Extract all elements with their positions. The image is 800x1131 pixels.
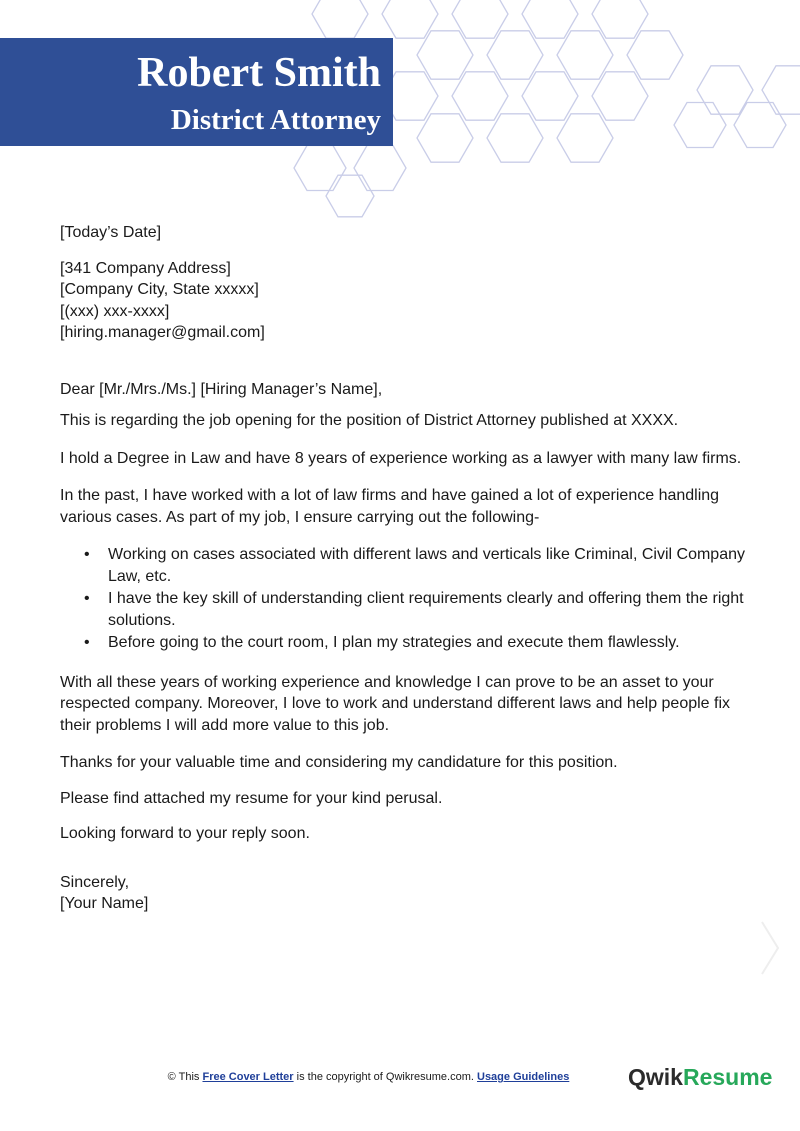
body-paragraph: Thanks for your valuable time and considering my candidature for this position. <box>60 754 618 771</box>
address-line: [hiring.manager@gmail.com] <box>60 324 265 341</box>
list-item <box>84 588 750 631</box>
hexagon-shape <box>417 114 473 162</box>
copyright-prefix: © This <box>167 1071 200 1083</box>
address-line: [Company City, State xxxxx] <box>60 281 259 298</box>
address-line: [(xxx) xxx-xxxx] <box>60 302 170 320</box>
applicant-name: Robert Smith <box>137 50 381 96</box>
hexagon-shape <box>326 175 374 217</box>
body-paragraph: Looking forward to your reply soon. <box>60 825 310 842</box>
list-item-text: Before going to the court room, I plan my strategies and execute them flawlessly. <box>108 634 680 651</box>
hexagon-shape <box>312 0 368 38</box>
copyright-text: is the copyright of Qwikresume.com. <box>296 1071 474 1083</box>
hexagon-shape <box>557 114 613 162</box>
salutation: Dear [Mr./Mrs./Ms.] [Hiring Manager’s Name], <box>60 380 383 398</box>
hexagon-shape <box>354 146 406 191</box>
list-item <box>84 544 750 587</box>
body-paragraph: In the past, I have worked with a lot of law firms and have gained a lot of experience handling various cases. As part of my job, I ensure carrying out the following- <box>60 487 720 526</box>
signature: [Your Name] <box>60 895 149 912</box>
bullet-icon: • <box>84 634 90 651</box>
list-item-text: I have the key skill of understanding client requirements clearly and offering them the right solutions. <box>108 590 744 629</box>
hexagon-shape <box>294 146 346 191</box>
hexagon-shape <box>592 0 648 38</box>
logo-text-qwik: Qwik <box>628 1064 683 1090</box>
body-paragraph: I hold a Degree in Law and have 8 years of experience working as a lawyer with many law firms. <box>60 449 742 467</box>
signoff: Sincerely, <box>60 873 130 891</box>
hexagon-shape <box>522 72 578 120</box>
letter-closing <box>60 872 750 915</box>
bullet-icon: • <box>84 546 90 563</box>
list-item <box>84 632 750 654</box>
hexagon-shape <box>697 66 753 114</box>
header-banner <box>0 38 393 146</box>
hexagon-shape <box>452 0 508 38</box>
hexagon-shape <box>382 0 438 38</box>
qwikresume-logo <box>628 1063 772 1091</box>
hexagon-shape <box>592 72 648 120</box>
usage-guidelines-link[interactable]: Usage Guidelines <box>477 1071 570 1083</box>
body-paragraph: This is regarding the job opening for the position of District Attorney published at XXXX. <box>60 412 679 429</box>
logo-text-resume: Resume <box>682 1064 773 1090</box>
body-paragraph: Please find attached my resume for your kind perusal. <box>60 789 443 807</box>
hexagon-shape <box>627 31 683 79</box>
chevron-right-icon <box>758 918 782 978</box>
hexagon-shape <box>557 31 613 79</box>
list-item-text: Working on cases associated with different laws and verticals like Criminal, Civil Company Law, etc. <box>108 546 745 585</box>
hexagon-shape <box>487 114 543 162</box>
address-line: [341 Company Address] <box>60 259 231 277</box>
body-paragraph: With all these years of working experience and knowledge I can prove to be an asset to your respected company. Moreover, I love to work and understand different laws and help people fix their problems I will add more value to this job. <box>60 673 731 734</box>
free-cover-letter-link[interactable]: Free Cover Letter <box>202 1071 294 1083</box>
hexagon-shape <box>734 103 786 148</box>
hexagon-shape <box>452 72 508 120</box>
duties-list <box>60 544 750 654</box>
hexagon-shape <box>674 103 726 148</box>
letter-date: [Today’s Date] <box>60 224 162 241</box>
recipient-address <box>60 258 750 344</box>
copyright-notice <box>0 1069 737 1085</box>
hexagon-shape <box>522 0 578 38</box>
hexagon-shape <box>417 31 473 79</box>
letter-body <box>60 222 750 915</box>
hexagon-shape <box>487 31 543 79</box>
hexagon-shape <box>762 66 800 114</box>
bullet-icon: • <box>84 590 90 607</box>
job-title: District Attorney <box>170 104 381 136</box>
